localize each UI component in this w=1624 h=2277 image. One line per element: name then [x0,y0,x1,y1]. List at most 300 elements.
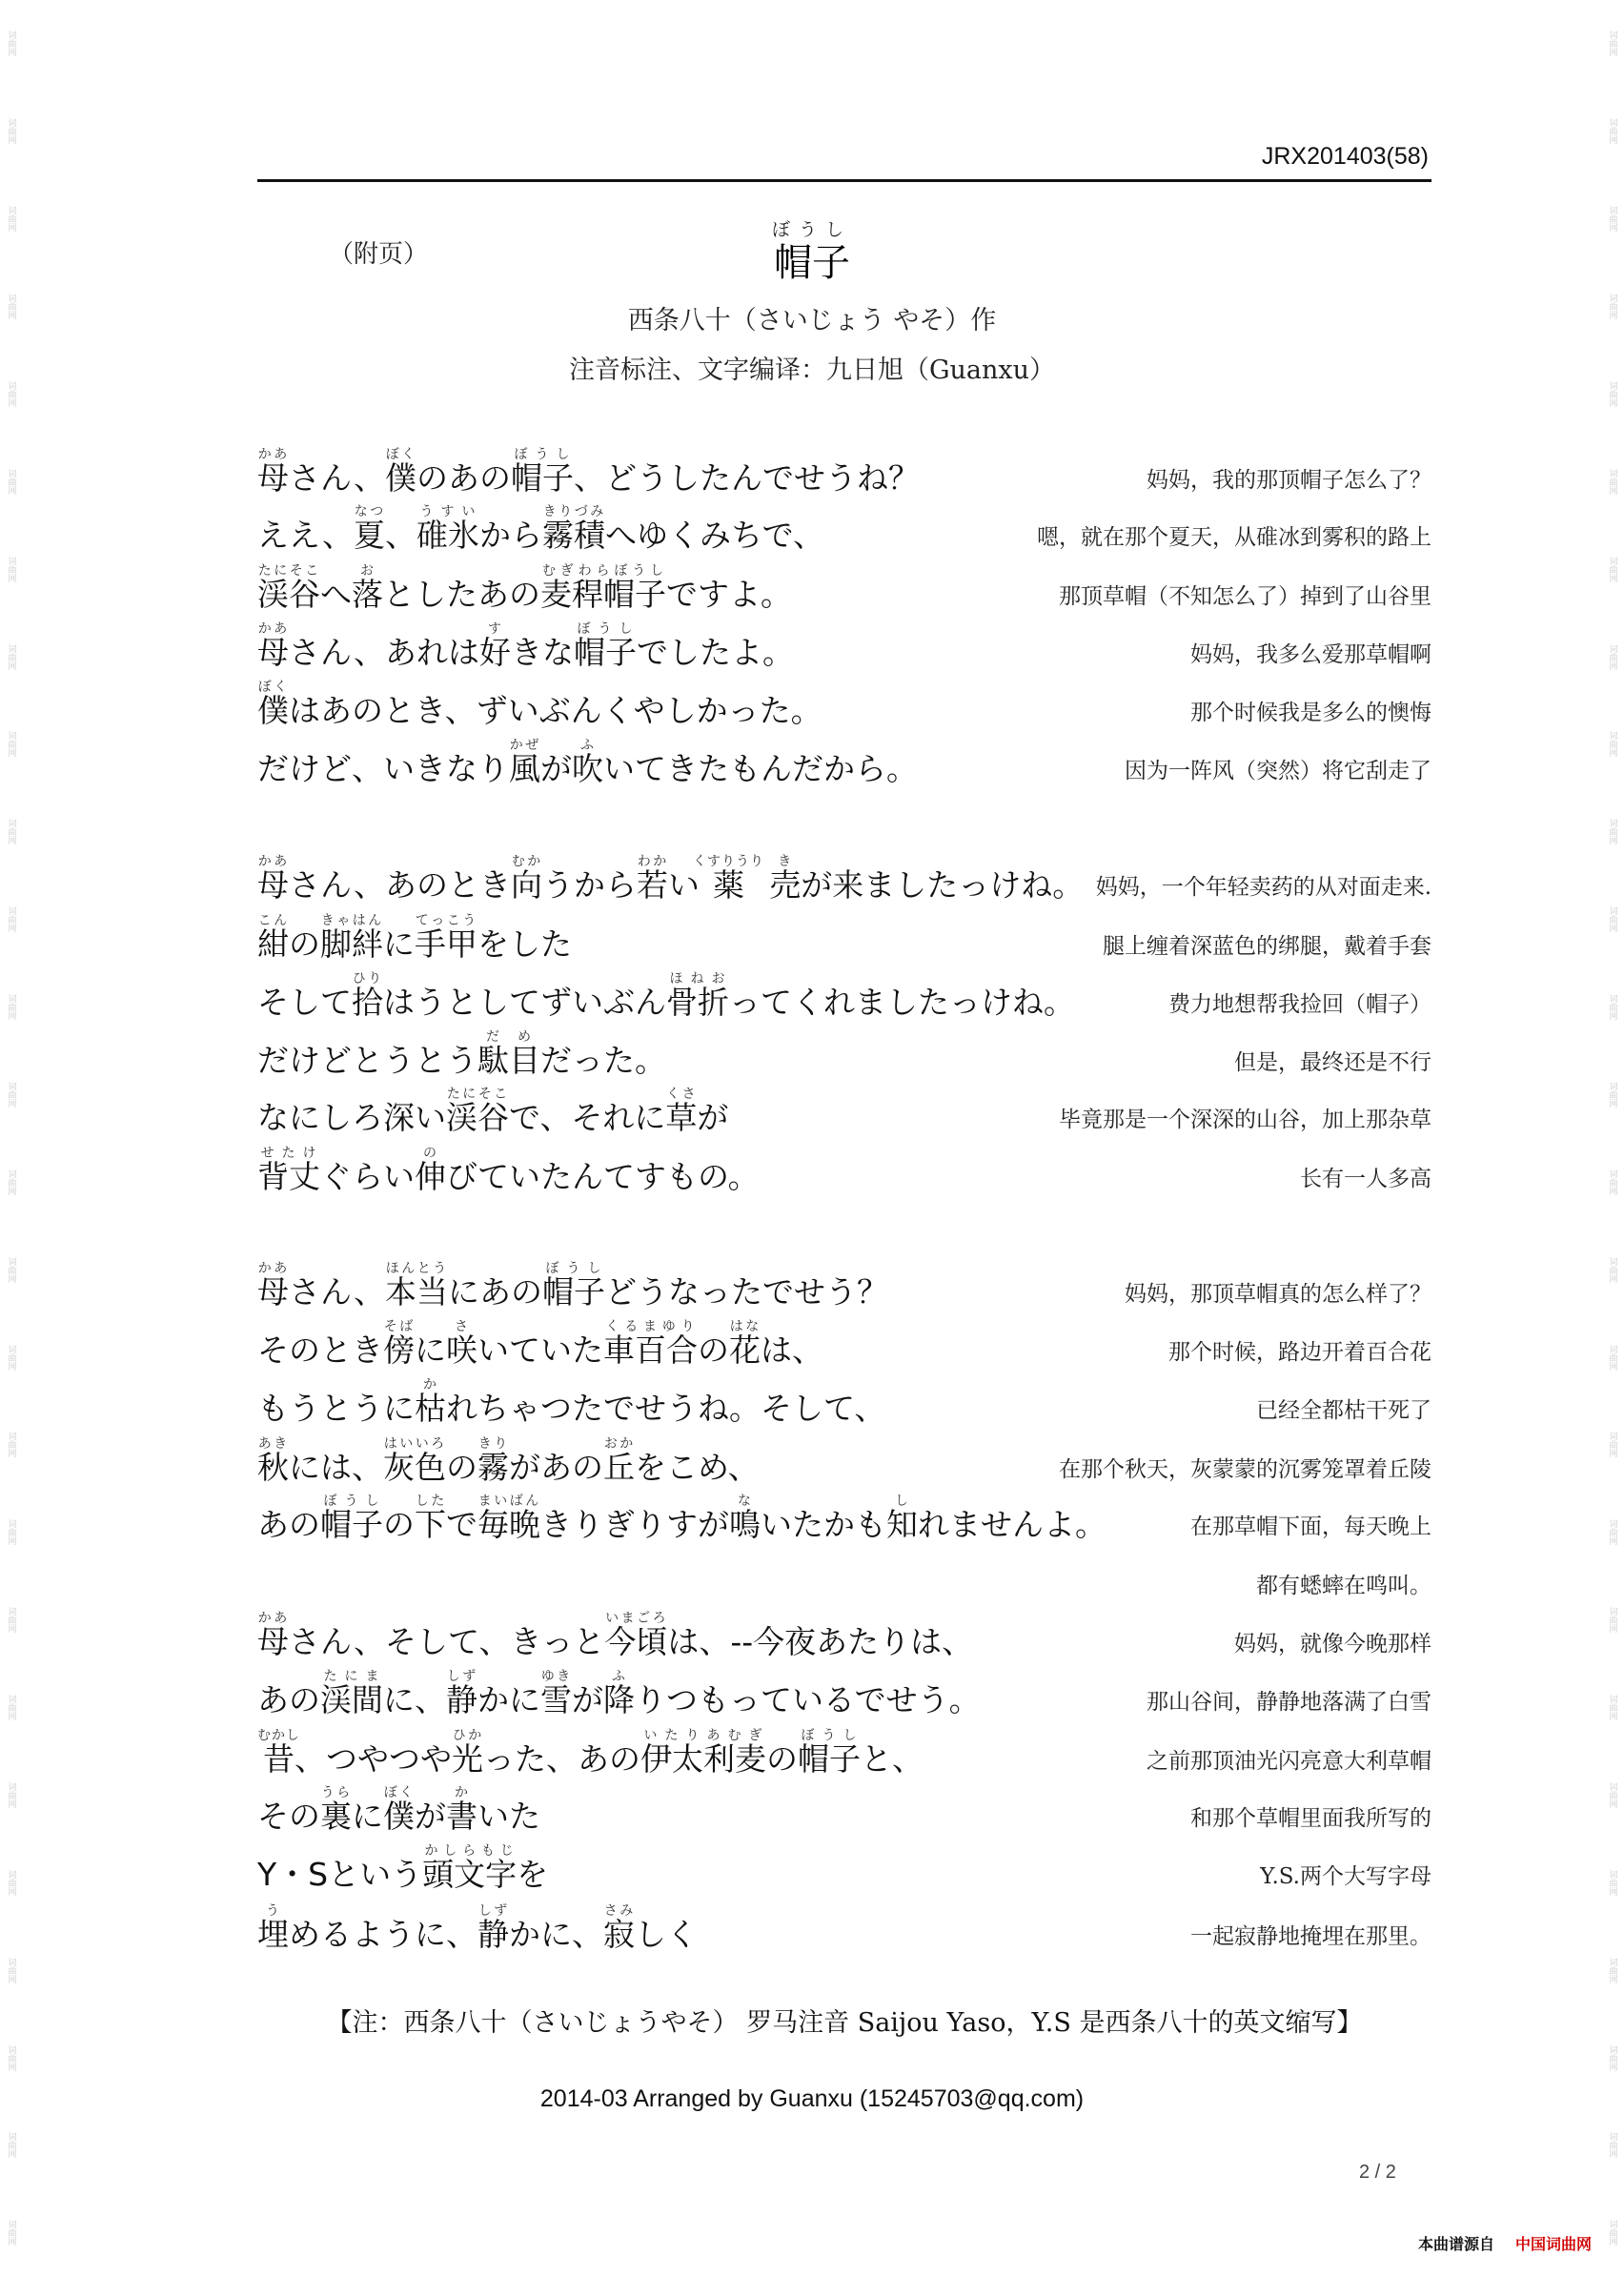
japanese-text [257,1611,973,1661]
ruby-word [257,621,289,671]
ruby-base: 枯 [415,1390,446,1427]
kana-text: びていたんてすもの。 [446,1158,760,1195]
watermark-text: 词曲网 [6,1519,16,1546]
ruby-word [541,504,605,554]
ruby-base: 好 [478,634,511,671]
japanese-text [257,854,1084,905]
chinese-translation: 在那个秋天，灰蒙蒙的沉雾笼罩着丘陵 [1059,1457,1431,1482]
ruby-word [886,1494,918,1543]
ruby-base: 雪 [540,1681,572,1718]
ruby-base: 風 [509,750,540,787]
ruby-base: 吹 [572,750,603,787]
watermark-text: 词曲网 [1607,1695,1617,1721]
lyric-line [257,440,1431,498]
ruby-base: 寂 [603,1916,635,1953]
japanese-text [257,1843,548,1894]
furigana: ぼく [383,1785,415,1800]
kana-text: に [383,925,415,963]
ruby-base: 灰色 [383,1449,446,1486]
furigana: う [257,1903,289,1919]
ruby-word [257,1903,289,1953]
kana-text: は、 [761,1332,823,1369]
lyric-line [257,1546,1431,1603]
kana-text: は、--今夜あたりは、 [667,1623,974,1660]
source-credit [1418,2232,1592,2254]
furigana: きり [477,1436,509,1452]
ruby-base: 草 [665,1099,698,1136]
appendix-label: （附页） [329,240,429,269]
ruby-base: 渓間 [320,1681,383,1718]
lyric-line [257,731,1431,788]
chinese-translation: 那山谷间，静静地落满了白雪 [1147,1690,1431,1715]
ruby-base: 手甲 [415,925,477,963]
ruby-word [320,1494,383,1543]
japanese-text [257,447,920,498]
ruby-base: 渓谷 [257,576,320,613]
japanese-text [257,1087,728,1137]
kana-text: が [801,866,833,904]
watermark-text: 词曲网 [6,1869,16,1896]
watermark-text: 词曲网 [1607,1869,1617,1896]
kana-text: だけどとうとう [257,1042,477,1079]
furigana: きりづみ [541,504,605,519]
furigana: さ [446,1319,477,1334]
kana-text: を [517,1856,549,1893]
ruby-word [320,913,383,963]
ruby-word [729,1494,761,1543]
kana-text: ええ、 [257,517,354,554]
ruby-base: 傍 [383,1332,415,1369]
ruby-word [422,1843,518,1893]
lyric-line [257,498,1431,555]
ruby-base: 僕 [383,1798,415,1835]
kana-text: をこめ、 [635,1449,760,1486]
lyric-line [257,847,1431,905]
header-rule [257,179,1431,182]
kana-text: だけど、いきなり [257,750,509,787]
ruby-word [477,1029,540,1079]
kana-text: Y・Sという [257,1856,423,1893]
furigana: かあ [257,447,289,462]
ruby-base: 母 [257,459,289,497]
arranged-by: 2014-03 Arranged by Guanxu (15245703@qq.com) [539,2085,1085,2112]
kana-text: あの [257,1506,320,1543]
lyric-line [257,906,1431,964]
chinese-translation: 妈妈，就像今晚那样 [1234,1632,1431,1657]
ruby-base: 骨折 [666,984,729,1021]
lyric-line [257,1430,1431,1487]
kana-text: きりぎりすが [540,1506,729,1543]
ruby-word [446,1319,477,1369]
ruby-base: 僕 [384,459,416,497]
furigana: な [729,1494,761,1509]
ruby-word [769,854,802,904]
ruby-base: 静 [446,1681,477,1718]
furigana: かぜ [509,738,540,753]
kana-text [760,866,770,904]
japanese-text [257,971,1075,1022]
kana-text: かに、 [509,1916,603,1953]
furigana: かあ [257,1611,289,1626]
ruby-word [257,1436,289,1486]
furigana: ふ [572,738,603,753]
furigana: せたけ [257,1146,320,1161]
ruby-base: 帽子 [798,1740,861,1778]
lyric-line [257,1139,1431,1196]
kana-text: さん、 [289,459,385,497]
lyric-line [257,673,1431,730]
furigana: おか [603,1436,635,1452]
furigana: の [415,1146,446,1161]
kana-text: その [257,1798,320,1835]
watermark-text: 词曲网 [1607,1081,1617,1108]
page-title: 帽子 [774,241,850,285]
ruby-base: 駄目 [477,1042,540,1079]
kana-text: 、どうしたんでせうね？ [573,459,920,497]
chinese-translation: 和那个草帽里面我所写的 [1190,1806,1431,1831]
ruby-word [352,971,383,1021]
kana-text: いてきたもんだから。 [603,750,918,787]
furigana: ふ [603,1669,635,1684]
kana-text: のあの [416,459,511,497]
watermark-text: 词曲网 [1607,994,1617,1021]
furigana: きゃはん [320,913,383,928]
watermark-text: 词曲网 [6,1607,16,1634]
ruby-word [510,854,542,904]
kana-text: さん、そして、きっと [289,1623,605,1660]
chinese-translation: 在那草帽下面，每天晚上 [1190,1515,1431,1539]
kana-text: ましたっけね。 [863,866,1085,904]
ruby-base: 帽子 [510,459,574,497]
chinese-translation: 妈妈，我的那顶帽子怎么了？ [1147,468,1431,493]
ruby-word [510,447,574,497]
watermark-text: 词曲网 [6,1695,16,1721]
japanese-text [257,563,792,614]
ruby-word [603,1669,635,1718]
furigana: ぼく [257,680,289,695]
kana-text: あの [257,1681,320,1718]
furigana: ぼうし [320,1494,383,1509]
ruby-word [665,1087,698,1136]
ruby-base: 今頃 [604,1623,668,1660]
ruby-word [352,563,383,613]
watermark-text: 词曲网 [6,643,16,670]
ruby-base: 来 [832,866,864,904]
furigana: ほねお [666,971,729,986]
furigana: あき [257,1436,289,1452]
watermark-text: 词曲网 [1607,118,1617,145]
ruby-word [257,1146,320,1195]
ruby-word [666,971,729,1021]
kana-text: れちゃつたでせうね。そして、 [446,1390,886,1427]
ruby-base: 降 [603,1681,635,1718]
kana-text: きな [510,634,574,671]
kana-text: ぐらい [320,1158,415,1195]
kana-text: ってくれましたっけね。 [729,984,1075,1021]
ruby-base: 母 [257,634,289,671]
kana-text: をした [477,925,572,963]
chinese-translation: 那个时候，路边开着百合花 [1168,1340,1431,1365]
ruby-word [603,1436,635,1486]
watermark-text: 词曲网 [6,380,16,407]
kana-text: が [697,1099,729,1136]
ruby-base: 埋 [257,1916,289,1953]
kana-text: へ [320,576,352,613]
kana-text: の [446,1449,477,1486]
ruby-word [384,1261,448,1311]
ruby-word [477,1494,540,1543]
furigana: むかし [257,1728,300,1743]
kana-text: でしたよ。 [636,634,794,671]
ruby-base: 丘 [603,1449,635,1486]
footnote: 【注：西条八十（さいじょうやそ） 罗马注音 Saijou Yaso，Y.S 是西条八十的英文缩写】 [326,2008,1363,2038]
kana-text: さん、 [289,1273,385,1311]
japanese-text [257,1436,760,1487]
ruby-base: 霧 [477,1449,509,1486]
watermark-text: 词曲网 [6,731,16,758]
ruby-word [640,1728,766,1778]
ruby-base: 拾 [352,984,383,1021]
ruby-base: 咲 [446,1332,477,1369]
ruby-base: 母 [257,1623,289,1660]
ruby-word [257,913,289,963]
furigana: いまごろ [604,1611,668,1626]
ruby-word [692,854,764,904]
chinese-translation: 腿上缠着深蓝色的绑腿，戴着手套 [1103,934,1431,959]
ruby-base: 脚絆 [320,925,383,963]
title-ruby: ぼうし [771,219,852,240]
chinese-translation: 那顶草帽（不知怎么了）掉到了山谷里 [1059,584,1431,609]
kana-text: から [478,517,542,554]
ruby-word [415,1146,446,1195]
chinese-translation: 那个时候我是多么的懊悔 [1190,701,1431,725]
kana-text: しく [635,1916,698,1953]
kana-text: ですよ。 [666,576,792,613]
watermark-text: 词曲网 [1607,468,1617,495]
ruby-base: 頭文字 [422,1856,518,1893]
chinese-translation: 毕竟那是一个深深的山谷，加上那杂草 [1059,1108,1431,1132]
furigana: かあ [257,621,289,637]
ruby-word [452,1728,483,1778]
ruby-base: 若 [636,866,668,904]
chinese-translation: 妈妈，我多么爱那草帽啊 [1190,642,1431,667]
ruby-word [636,854,668,904]
title-block [0,215,1624,285]
source-site: 中国词曲网 [1514,2235,1592,2253]
furigana: ぼうし [510,447,574,462]
lyric-line [257,1837,1431,1894]
ruby-word [603,1319,698,1369]
ruby-word [416,504,479,554]
ruby-base: 書 [446,1798,477,1835]
ruby-word [446,1785,477,1835]
ruby-word [383,1436,446,1486]
ruby-word [415,913,477,963]
furigana: した [415,1494,446,1509]
furigana: うすい [416,504,479,519]
watermark-text: 词曲网 [6,1432,16,1458]
japanese-text [257,1903,698,1954]
furigana: さみ [603,1903,635,1919]
ruby-base: 鳴 [729,1506,761,1543]
kana-text: そして [257,984,352,1021]
ruby-base: 伊太利麦 [640,1740,766,1778]
ruby-word [353,504,385,554]
ruby-word [320,1785,352,1835]
ruby-word [320,1669,383,1718]
ruby-word [383,1319,415,1369]
lyric-line [257,965,1431,1022]
ruby-word [832,866,863,904]
kana-text: としたあの [383,576,540,613]
furigana: す [478,621,511,637]
ruby-word [540,1669,572,1718]
ruby-word [257,854,289,904]
watermark-text: 词曲网 [6,1781,16,1808]
ruby-base: 母 [257,1273,289,1311]
source-label: 本曲谱源自 [1417,2235,1494,2253]
furigana: はな [729,1319,761,1334]
watermark-text: 词曲网 [6,2132,16,2159]
japanese-text [257,1261,888,1311]
ruby-word [384,447,416,497]
kana-text: に、 [383,1681,446,1718]
kana-text: はうとしてずいぶん [383,984,666,1021]
ruby-word [798,1728,861,1778]
furigana: うら [320,1785,352,1800]
furigana: くるまゆり [603,1319,698,1334]
kana-text: にあの [447,1273,542,1311]
watermark-text: 词曲网 [6,994,16,1021]
kana-text: いた [477,1798,540,1835]
ruby-base: 僕 [257,692,289,729]
watermark-text: 词曲网 [6,1957,16,1983]
kana-text: れませんよ。 [918,1506,1106,1543]
kana-text: さん、あのとき [289,866,511,904]
kana-text: があの [509,1449,603,1486]
lyric-line [257,615,1431,672]
watermark-text: 词曲网 [6,30,16,57]
watermark-text: 词曲网 [6,2220,16,2247]
kana-text: で、それに [509,1099,666,1136]
ruby-base: 花 [729,1332,761,1369]
kana-text: 、つやつや [294,1740,452,1778]
furigana: はいいろ [383,1436,446,1452]
right-watermark-strip [1605,0,1618,2277]
ruby-word [477,1903,509,1953]
ruby-word [257,1261,289,1311]
chinese-translation: 嗯，就在那个夏天，从碓冰到雾积的路上 [1037,525,1431,550]
ruby-base: 渓谷 [446,1099,509,1136]
kana-text: めるように、 [289,1916,477,1953]
japanese-text [257,738,918,788]
furigana: まいばん [477,1494,540,1509]
furigana: いたりあむぎ [640,1728,766,1743]
furigana: くさ [665,1087,698,1102]
watermark-text: 词曲网 [6,819,16,845]
kana-text: が [540,750,572,787]
ruby-word [415,1377,446,1427]
kana-text: った、あの [483,1740,640,1778]
ruby-word [573,621,637,671]
furigana: ぼうし [798,1728,861,1743]
japanese-text [257,1669,981,1719]
furigana: ひり [352,971,383,986]
ruby-base: 昔 [257,1740,300,1778]
ruby-base: 本当 [384,1273,448,1311]
furigana: たにま [320,1669,383,1684]
ruby-word [541,1261,605,1311]
ruby-base: 紺 [257,925,289,963]
furigana: か [446,1785,477,1800]
ruby-base: 霧積 [541,517,605,554]
chinese-translation: 妈妈，一个年轻卖药的从对面走来. [1095,875,1431,900]
ruby-word [446,1669,477,1718]
furigana: たにそこ [257,563,320,579]
ruby-base: 向 [510,866,542,904]
furigana: くすりうり [692,854,764,869]
furigana: しず [477,1903,509,1919]
furigana: ゆき [540,1669,572,1684]
ruby-word [540,563,666,613]
furigana: むか [510,854,542,869]
furigana: こん [257,913,289,928]
chinese-translation: 因为一阵风（突然）将它刮走了 [1125,759,1431,783]
lyric-line [257,1662,1431,1719]
ruby-base: 下 [415,1506,446,1543]
kana-text: が [415,1798,446,1835]
watermark-text: 词曲网 [1607,2132,1617,2159]
ruby-base: 深 [383,1099,415,1136]
ruby-word [477,1436,509,1486]
japanese-text [257,1146,760,1196]
ruby-base: 売 [769,866,802,904]
lyric-line [257,1604,1431,1661]
furigana: か [415,1377,446,1393]
ruby-base: 麦稈帽子 [540,576,666,613]
kana-text: い [415,1099,446,1136]
ruby-word [383,1099,415,1136]
japanese-text [257,1785,540,1836]
kana-text: なにしろ [257,1099,383,1136]
ruby-base: 毎晩 [477,1506,540,1543]
watermark-text: 词曲网 [1607,906,1617,933]
lyric-line [257,557,1431,614]
furigana: むぎわらぼうし [540,563,666,579]
japanese-text [257,1494,1106,1544]
kana-text: もうとうに [257,1390,415,1427]
lyric-line [257,1254,1431,1311]
watermark-text: 词曲网 [6,468,16,495]
furigana: なつ [353,504,385,519]
kana-text: には、 [289,1449,383,1486]
kana-text: へゆくみちで、 [604,517,824,554]
lyric-line [257,1312,1431,1370]
kana-text: いていた [477,1332,603,1369]
furigana: たにそこ [446,1087,509,1102]
furigana: ぼく [384,447,416,462]
ruby-word [603,1903,635,1953]
kana-text: はあのとき、ずいぶんくやしかった。 [289,692,822,729]
watermark-text: 词曲网 [1607,380,1617,407]
watermark-text: 词曲网 [1607,1607,1617,1634]
furigana: てっこう [415,913,477,928]
kana-text: どうなったでせう？ [604,1273,888,1311]
chinese-translation: 之前那顶油光闪亮意大利草帽 [1147,1749,1431,1774]
ruby-word [478,621,511,671]
ruby-base: 碓氷 [416,517,479,554]
lyric-line [257,1371,1431,1428]
